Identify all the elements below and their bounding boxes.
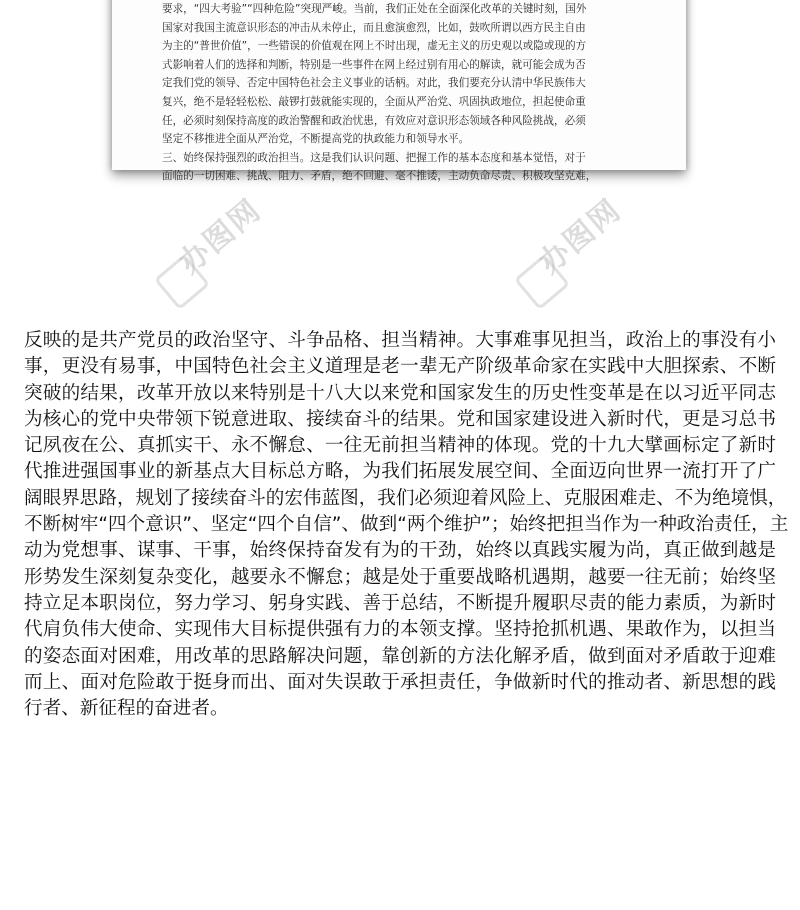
preview-line: 定我们党的领导、否定中国特色社会主义事业的话柄。对此，我们要充分认清中华民族伟大	[162, 77, 586, 90]
preview-line: 三、始终保持强烈的政治担当。这是我们认识问题、把握工作的基本态度和基本觉悟，对于	[162, 151, 586, 164]
body-line: 持立足本职岗位，努力学习、躬身实践、善于总结，不断提升履职尽责的能力素质，为新时	[24, 592, 776, 614]
body-line: 行者、新征程的奋进者。	[24, 698, 229, 720]
body-line: 代推进强国事业的新基点大目标总方略，为我们拓展发展空间、全面迈向世界一流打开了广	[24, 461, 776, 483]
body-line: 代肩负伟大使命、实现伟大目标提供强有力的本领支撑。坚持抢抓机遇、果敢作为，以担当	[24, 619, 776, 641]
body-line: 为核心的党中央带领下锐意进取、接续奋斗的结果。党和国家建设进入新时代，更是习总书	[24, 408, 776, 430]
body-line: 反映的是共产党员的政治坚守、斗争品格、担当精神。大事难事见担当，政治上的事没有小	[24, 330, 776, 351]
article-body	[24, 328, 789, 722]
body-line: 事，更没有易事，中国特色社会主义道理是老一辈无产阶级革命家在实践中大胆探索、不断	[24, 356, 776, 378]
body-line: 阔眼界思路，规划了接续奋斗的宏伟蓝图，我们必须迎着风险上、克服困难走、不为绝境惧，	[24, 487, 787, 509]
preview-line: 任，必须时刻保持高度的政治警醒和政治忧患，有效应对意识形态领域各种风险挑战，必须	[162, 114, 586, 127]
preview-line: 要求，“四大考验”“四种危险”突现严峻。当前，我们正处在全面深化改革的关键时刻，国外	[162, 3, 587, 15]
preview-line: 国家对我国主流意识形态的冲击从未停止，而且愈演愈烈，比如，鼓吹所谓以西方民主自由	[162, 21, 586, 34]
preview-line: 坚定不移推进全面从严治党，不断提高党的执政能力和领导水平。	[162, 133, 470, 146]
body-line: 的姿态面对困难，用改革的思路解决问题，靠创新的方法化解矛盾，做到面对矛盾敢于迎难	[24, 645, 776, 667]
watermark-text: 办图网	[172, 192, 269, 281]
preview-text-block	[162, 0, 644, 186]
document-preview-area	[0, 0, 800, 310]
preview-line: 式影响着人们的选择和判断，特别是一些事件在网上经过别有用心的解读，就可能会成为否	[162, 58, 586, 71]
body-line: 动为党想事、谋事、干事，始终保持奋发有为的干劲，始终以真践实履为尚，真正做到越是	[24, 540, 776, 562]
document-page-preview	[112, 0, 686, 183]
preview-line: 为主的“普世价值”，一些错误的价值观在网上不时出现，虚无主义的历史观以或隐或现的方	[162, 40, 587, 53]
preview-line: 面临的一切困难、挑战、阻力、矛盾，绝不回避、毫不推诿，主动负命尽责、积极攻坚克难，	[162, 170, 597, 183]
watermark-text: 办图网	[532, 192, 629, 281]
body-line: 不断树牢“四个意识”、坚定“四个自信”、做到“两个维护”；始终把担当作为一种政治责任，主	[24, 514, 789, 536]
preview-line: 复兴，绝不是轻轻松松、敲锣打鼓就能实现的，全面从严治党、巩固执政地位，担起使命重	[162, 95, 586, 108]
body-line: 而上、面对危险敢于挺身而出、面对失误敢于承担责任，争做新时代的推动者、新思想的践	[24, 671, 776, 693]
body-line: 记夙夜在公、真抓实干、永不懈怠、一往无前担当精神的体现。党的十九大擘画标定了新时	[24, 435, 776, 457]
body-line: 突破的结果，改革开放以来特别是十八大以来党和国家发生的历史性变革是在以习近平同志	[24, 382, 776, 404]
body-line: 形势发生深刻复杂变化，越要永不懈怠；越是处于重要战略机遇期，越要一往无前；始终坚	[24, 566, 776, 588]
